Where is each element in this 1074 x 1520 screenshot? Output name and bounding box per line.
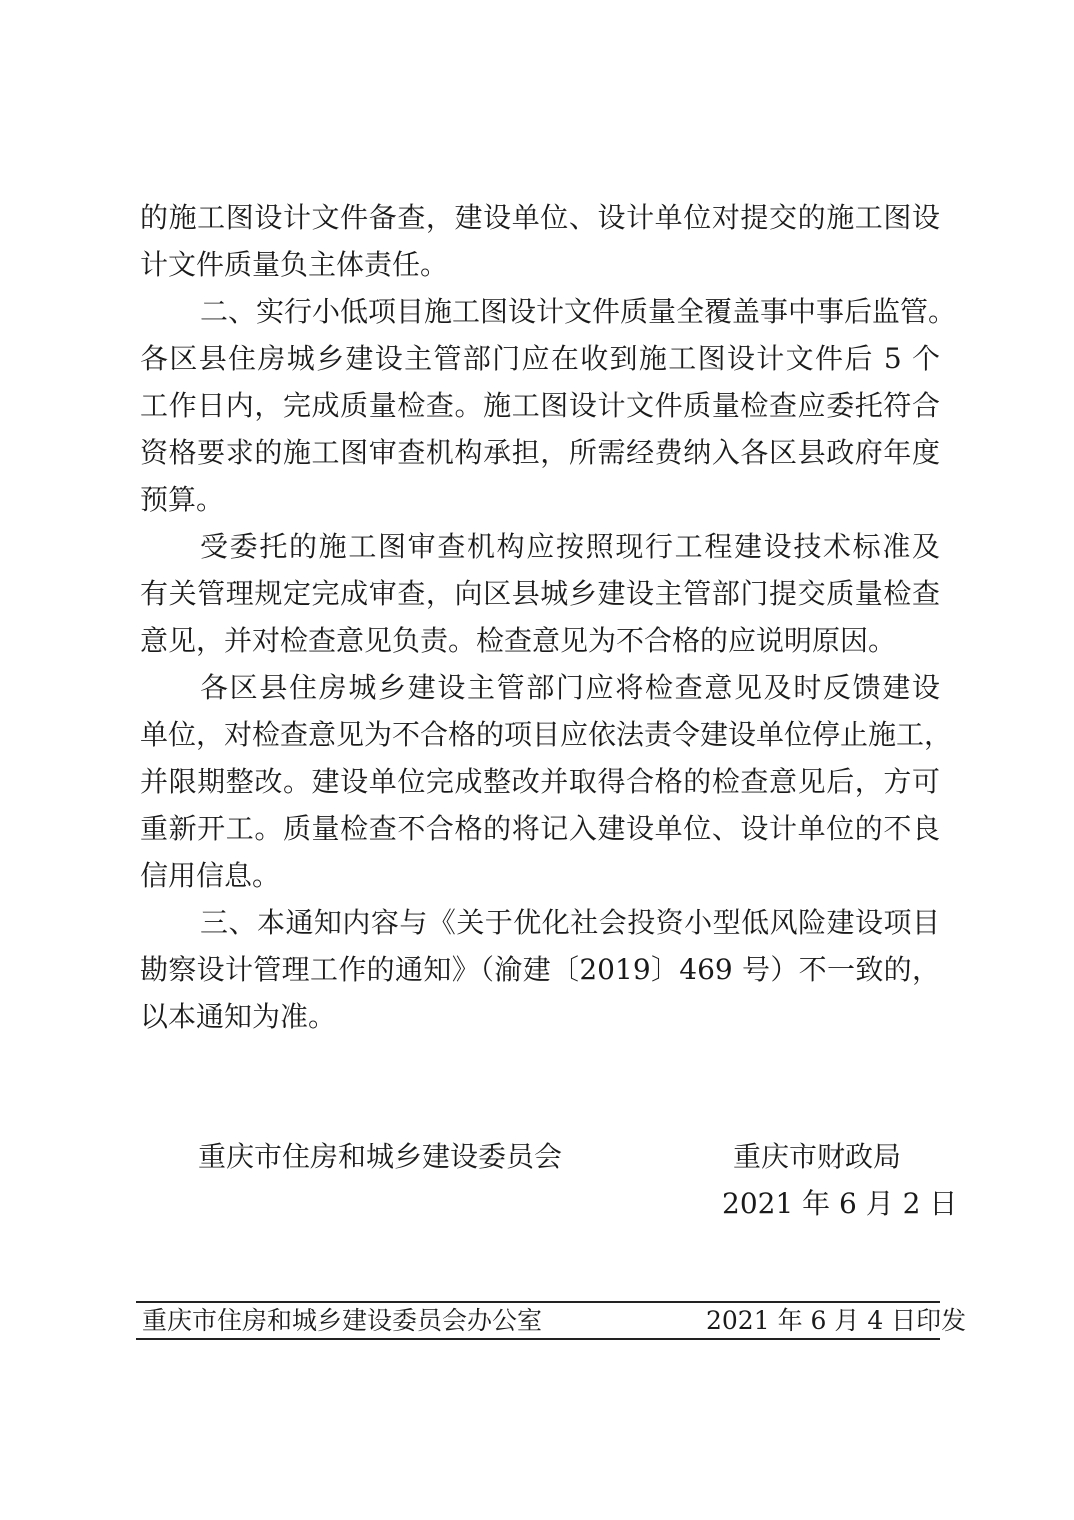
issue-date: 2021 年 6 月 2 日 <box>722 1187 958 1220</box>
body-line: 各区县住房城乡建设主管部门应在收到施工图设计文件后 5 个 <box>140 342 940 375</box>
footer-office: 重庆市住房和城乡建设委员会办公室 <box>142 1306 543 1335</box>
body-line: 有关管理规定完成审查，向区县城乡建设主管部门提交质量检查 <box>140 577 940 610</box>
body-line: 资格要求的施工图审查机构承担，所需经费纳入各区县政府年度 <box>140 436 940 469</box>
body-line: 意见，并对检查意见负责。检查意见为不合格的应说明原因。 <box>140 624 897 657</box>
issuer-finance-bureau: 重庆市财政局 <box>733 1140 902 1173</box>
body-line: 三、本通知内容与《关于优化社会投资小型低风险建设项目 <box>200 906 940 939</box>
body-line: 二、实行小低项目施工图设计文件质量全覆盖事中事后监管。 <box>200 295 957 328</box>
body-line: 重新开工。质量检查不合格的将记入建设单位、设计单位的不良 <box>140 812 940 845</box>
body-line: 计文件质量负主体责任。 <box>140 248 449 281</box>
body-line: 工作日内，完成质量检查。施工图设计文件质量检查应委托符合 <box>140 389 940 422</box>
body-line: 各区县住房城乡建设主管部门应将检查意见及时反馈建设 <box>200 671 940 704</box>
body-line: 勘察设计管理工作的通知》（渝建〔2019〕469 号）不一致的， <box>140 953 940 986</box>
footer-print-date: 2021 年 6 月 4 日印发 <box>706 1306 967 1335</box>
body-line: 的施工图设计文件备查，建设单位、设计单位对提交的施工图设 <box>140 201 940 234</box>
document-body <box>140 194 957 1040</box>
body-line: 信用信息。 <box>140 859 281 892</box>
body-line: 预算。 <box>140 483 225 516</box>
issuer-housing-commission: 重庆市住房和城乡建设委员会 <box>198 1140 563 1173</box>
body-line: 并限期整改。建设单位完成整改并取得合格的检查意见后，方可 <box>140 765 940 798</box>
body-line: 以本通知为准。 <box>140 1000 337 1033</box>
body-line: 单位，对检查意见为不合格的项目应依法责令建设单位停止施工， <box>140 718 953 751</box>
body-line: 受委托的施工图审查机构应按照现行工程建设技术标准及 <box>200 530 940 563</box>
footer-bottom-rule <box>136 1338 940 1340</box>
